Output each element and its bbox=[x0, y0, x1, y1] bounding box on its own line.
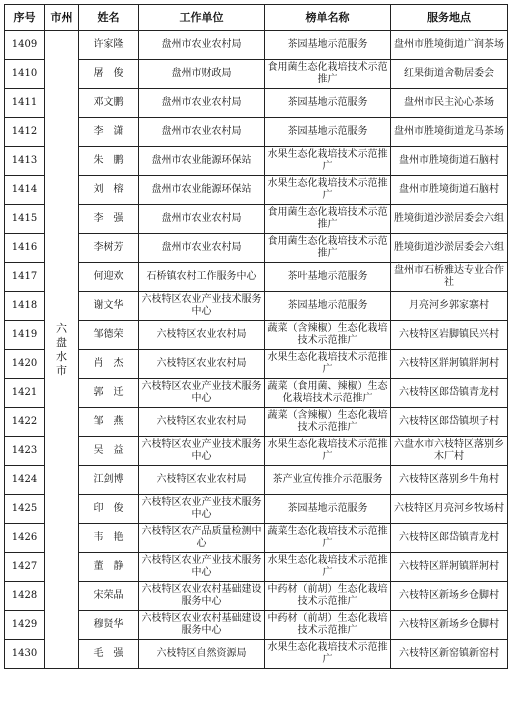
table-row bbox=[5, 553, 508, 582]
cell-place: 胜境街道沙淤居委会六组 bbox=[391, 234, 508, 263]
cell-place: 六枝特区郎岱镇青龙村 bbox=[391, 524, 508, 553]
cell-name: 李树芳 bbox=[79, 234, 139, 263]
cell-name: 邓文鹏 bbox=[79, 89, 139, 118]
header-name: 姓名 bbox=[79, 5, 139, 31]
cell-name: 许家隆 bbox=[79, 31, 139, 60]
cell-no: 1410 bbox=[5, 60, 45, 89]
table-row bbox=[5, 234, 508, 263]
cell-name: 李 潇 bbox=[79, 118, 139, 147]
cell-name: 肖 杰 bbox=[79, 350, 139, 379]
cell-place: 六枝特区岩脚镇民兴村 bbox=[391, 321, 508, 350]
cell-name: 江剑博 bbox=[79, 466, 139, 495]
cell-name: 谢文华 bbox=[79, 292, 139, 321]
cell-list: 茶园基地示范服务 bbox=[265, 31, 391, 60]
cell-list: 食用菌生态化栽培技术示范推广 bbox=[265, 205, 391, 234]
table-row bbox=[5, 466, 508, 495]
cell-unit: 六枝特区农业农村局 bbox=[139, 408, 265, 437]
cell-place: 六枝特区新场乡仓脚村 bbox=[391, 582, 508, 611]
cell-unit: 六枝特区自然资源局 bbox=[139, 640, 265, 669]
cell-name: 宋荣晶 bbox=[79, 582, 139, 611]
cell-no: 1409 bbox=[5, 31, 45, 60]
cell-unit: 六枝特区农业农村基础建设服务中心 bbox=[139, 582, 265, 611]
city-label: 六盘水市 bbox=[56, 321, 67, 377]
cell-list: 蔬菜（含辣椒）生态化栽培技术示范推广 bbox=[265, 408, 391, 437]
cell-place: 盘州市胜境街道石脑村 bbox=[391, 147, 508, 176]
cell-no: 1420 bbox=[5, 350, 45, 379]
cell-unit: 六枝特区农业产业技术服务中心 bbox=[139, 437, 265, 466]
table-row bbox=[5, 437, 508, 466]
table-row bbox=[5, 263, 508, 292]
cell-unit: 六枝特区农业农村基础建设服务中心 bbox=[139, 611, 265, 640]
cell-name: 郭 迁 bbox=[79, 379, 139, 408]
cell-list: 中药材（前胡）生态化栽培技术示范推广 bbox=[265, 611, 391, 640]
cell-no: 1428 bbox=[5, 582, 45, 611]
cell-unit: 六枝特区农产品质量检测中心 bbox=[139, 524, 265, 553]
table-row bbox=[5, 31, 508, 60]
cell-name: 印 俊 bbox=[79, 495, 139, 524]
cell-unit: 六枝特区农业产业技术服务中心 bbox=[139, 379, 265, 408]
cell-list: 蔬菜（食用菌、辣椒）生态化栽培技术示范推广 bbox=[265, 379, 391, 408]
table-row bbox=[5, 495, 508, 524]
cell-unit: 盘州市农业能源环保站 bbox=[139, 147, 265, 176]
table-row bbox=[5, 350, 508, 379]
cell-place: 胜境街道沙淤居委会六组 bbox=[391, 205, 508, 234]
cell-place: 六枝特区郎岱镇坝子村 bbox=[391, 408, 508, 437]
table-row bbox=[5, 118, 508, 147]
cell-place: 六枝特区牂牁镇牂牁村 bbox=[391, 553, 508, 582]
cell-unit: 六枝特区农业产业技术服务中心 bbox=[139, 292, 265, 321]
cell-list: 水果生态化栽培技术示范推广 bbox=[265, 147, 391, 176]
table-row bbox=[5, 205, 508, 234]
cell-name: 屠 俊 bbox=[79, 60, 139, 89]
cell-place: 六枝特区新窑镇新窑村 bbox=[391, 640, 508, 669]
cell-unit: 盘州市农业农村局 bbox=[139, 118, 265, 147]
cell-list: 茶产业宣传推介示范服务 bbox=[265, 466, 391, 495]
cell-place: 六枝特区落别乡牛角村 bbox=[391, 466, 508, 495]
cell-city bbox=[45, 31, 79, 669]
cell-unit: 石桥镇农村工作服务中心 bbox=[139, 263, 265, 292]
cell-name: 韦 艳 bbox=[79, 524, 139, 553]
cell-list: 茶园基地示范服务 bbox=[265, 118, 391, 147]
table-row bbox=[5, 176, 508, 205]
cell-list: 茶叶基地示范服务 bbox=[265, 263, 391, 292]
cell-no: 1424 bbox=[5, 466, 45, 495]
cell-no: 1416 bbox=[5, 234, 45, 263]
header-unit: 工作单位 bbox=[139, 5, 265, 31]
cell-list: 茶园基地示范服务 bbox=[265, 89, 391, 118]
cell-place: 盘州市胜境街道石脑村 bbox=[391, 176, 508, 205]
cell-place: 六盘水市六枝特区落别乡木厂村 bbox=[391, 437, 508, 466]
table-row bbox=[5, 60, 508, 89]
cell-name: 邹德荣 bbox=[79, 321, 139, 350]
cell-list: 水果生态化栽培技术示范推广 bbox=[265, 553, 391, 582]
cell-unit: 六枝特区农业产业技术服务中心 bbox=[139, 495, 265, 524]
table-row bbox=[5, 147, 508, 176]
cell-no: 1429 bbox=[5, 611, 45, 640]
cell-name: 李 强 bbox=[79, 205, 139, 234]
specialist-table bbox=[4, 4, 508, 669]
table-row bbox=[5, 582, 508, 611]
header-list: 榜单名称 bbox=[265, 5, 391, 31]
cell-unit: 盘州市农业农村局 bbox=[139, 31, 265, 60]
cell-name: 刘 榕 bbox=[79, 176, 139, 205]
table-row bbox=[5, 524, 508, 553]
cell-no: 1417 bbox=[5, 263, 45, 292]
cell-name: 吴 益 bbox=[79, 437, 139, 466]
cell-list: 蔬菜生态化栽培技术示范推广 bbox=[265, 524, 391, 553]
cell-place: 盘州市民主沁心茶场 bbox=[391, 89, 508, 118]
header-city: 市州 bbox=[45, 5, 79, 31]
cell-no: 1411 bbox=[5, 89, 45, 118]
cell-no: 1422 bbox=[5, 408, 45, 437]
cell-name: 朱 鹏 bbox=[79, 147, 139, 176]
cell-place: 红果街道舍勒居委会 bbox=[391, 60, 508, 89]
table-row bbox=[5, 89, 508, 118]
cell-place: 盘州市石桥雅达专业合作社 bbox=[391, 263, 508, 292]
cell-no: 1427 bbox=[5, 553, 45, 582]
cell-unit: 盘州市农业农村局 bbox=[139, 89, 265, 118]
table-body bbox=[5, 31, 508, 669]
cell-list: 蔬菜（含辣椒）生态化栽培技术示范推广 bbox=[265, 321, 391, 350]
cell-unit: 六枝特区农业农村局 bbox=[139, 350, 265, 379]
cell-unit: 盘州市财政局 bbox=[139, 60, 265, 89]
cell-name: 毛 强 bbox=[79, 640, 139, 669]
cell-unit: 六枝特区农业产业技术服务中心 bbox=[139, 553, 265, 582]
cell-unit: 六枝特区农业农村局 bbox=[139, 466, 265, 495]
cell-list: 水果生态化栽培技术示范推广 bbox=[265, 437, 391, 466]
cell-no: 1423 bbox=[5, 437, 45, 466]
cell-name: 穆贤华 bbox=[79, 611, 139, 640]
specialist-table-sheet bbox=[4, 4, 507, 669]
table-row bbox=[5, 408, 508, 437]
cell-no: 1414 bbox=[5, 176, 45, 205]
cell-list: 茶园基地示范服务 bbox=[265, 292, 391, 321]
cell-place: 六枝特区月亮河乡牧场村 bbox=[391, 495, 508, 524]
cell-unit: 六枝特区农业农村局 bbox=[139, 321, 265, 350]
table-row bbox=[5, 611, 508, 640]
cell-list: 水果生态化栽培技术示范推广 bbox=[265, 640, 391, 669]
cell-unit: 盘州市农业农村局 bbox=[139, 234, 265, 263]
table-row bbox=[5, 379, 508, 408]
cell-name: 邹 燕 bbox=[79, 408, 139, 437]
cell-no: 1421 bbox=[5, 379, 45, 408]
cell-place: 盘州市胜境街道广润茶场 bbox=[391, 31, 508, 60]
header-no: 序号 bbox=[5, 5, 45, 31]
header-place: 服务地点 bbox=[391, 5, 508, 31]
cell-place: 盘州市胜境街道龙马茶场 bbox=[391, 118, 508, 147]
table-header-row bbox=[5, 5, 508, 31]
cell-no: 1419 bbox=[5, 321, 45, 350]
cell-unit: 盘州市农业农村局 bbox=[139, 205, 265, 234]
cell-no: 1412 bbox=[5, 118, 45, 147]
table-row bbox=[5, 321, 508, 350]
cell-list: 食用菌生态化栽培技术示范推广 bbox=[265, 234, 391, 263]
cell-no: 1425 bbox=[5, 495, 45, 524]
cell-list: 茶园基地示范服务 bbox=[265, 495, 391, 524]
cell-name: 何迎欢 bbox=[79, 263, 139, 292]
cell-list: 水果生态化栽培技术示范推广 bbox=[265, 350, 391, 379]
cell-place: 六枝特区郎岱镇青龙村 bbox=[391, 379, 508, 408]
cell-list: 食用菌生态化栽培技术示范推广 bbox=[265, 60, 391, 89]
cell-list: 中药材（前胡）生态化栽培技术示范推广 bbox=[265, 582, 391, 611]
cell-no: 1418 bbox=[5, 292, 45, 321]
cell-name: 董 静 bbox=[79, 553, 139, 582]
cell-place: 六枝特区新场乡仓脚村 bbox=[391, 611, 508, 640]
cell-no: 1415 bbox=[5, 205, 45, 234]
cell-unit: 盘州市农业能源环保站 bbox=[139, 176, 265, 205]
cell-no: 1426 bbox=[5, 524, 45, 553]
cell-place: 六枝特区牂牁镇牂牁村 bbox=[391, 350, 508, 379]
table-row bbox=[5, 640, 508, 669]
cell-no: 1413 bbox=[5, 147, 45, 176]
table-row bbox=[5, 292, 508, 321]
cell-no: 1430 bbox=[5, 640, 45, 669]
cell-list: 水果生态化栽培技术示范推广 bbox=[265, 176, 391, 205]
cell-place: 月亮河乡郭家寨村 bbox=[391, 292, 508, 321]
